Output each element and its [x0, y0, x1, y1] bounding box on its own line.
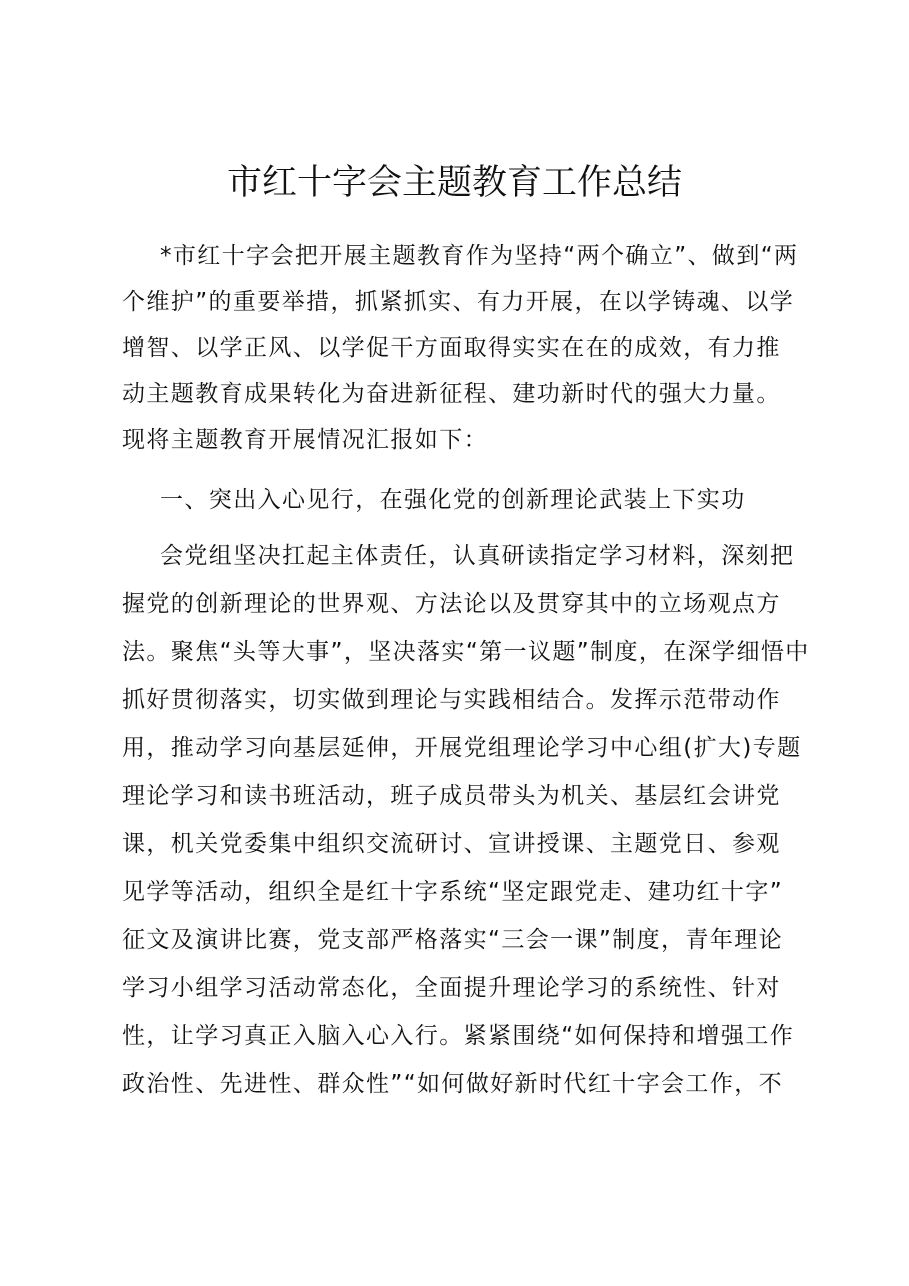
paragraph2-line: 性，让学习真正入脑入心入行。紧紧围绕“如何保持和增强工作	[122, 1023, 795, 1049]
paragraph2-line: 征文及演讲比赛，党支部严格落实“三会一课”制度，青年理论	[122, 927, 784, 953]
paragraph2-line: 学习小组学习活动常态化，全面提升理论学习的系统性、针对	[122, 975, 781, 1001]
paragraph1-line: 个维护”的重要举措，抓紧抓实、有力开展，在以学铸魂、以学	[122, 289, 795, 315]
paragraph2-line: 法。聚焦“头等大事”，坚决落实“第一议题”制度，在深学细悟中	[122, 639, 810, 665]
paragraph1-line: 动主题教育成果转化为奋进新征程、建功新时代的强大力量。	[122, 381, 781, 407]
paragraph1-line: 现将主题教育开展情况汇报如下：	[122, 427, 488, 453]
paragraph1-line: *市红十字会把开展主题教育作为坚持“两个确立”、做到“两	[160, 243, 799, 269]
paragraph2-line: 见学等活动，组织全是红十字系统“坚定跟党走、建功红十字”	[122, 879, 784, 905]
paragraph2-line: 用，推动学习向基层延伸，开展党组理论学习中心组(扩大)专题	[122, 735, 802, 761]
paragraph2-line: 会党组坚决扛起主体责任，认真研读指定学习材料，深刻把	[160, 543, 795, 569]
paragraph2-line: 理论学习和读书班活动，班子成员带头为机关、基层红会讲党	[122, 783, 781, 809]
paragraph2-line: 课，机关党委集中组织交流研讨、宣讲授课、主题党日、参观	[122, 831, 781, 857]
paragraph1-line: 增智、以学正风、以学促干方面取得实实在在的成效，有力推	[122, 335, 781, 361]
document-title: 市红十字会主题教育工作总结	[226, 163, 682, 203]
section-heading: 一、突出入心见行，在强化党的创新理论武装上下实功	[160, 487, 746, 513]
paragraph2-line: 抓好贯彻落实，切实做到理论与实践相结合。发挥示范带动作	[122, 687, 781, 713]
paragraph2-line: 政治性、先进性、群众性”“如何做好新时代红十字会工作，不	[122, 1071, 784, 1097]
paragraph2-line: 握党的创新理论的世界观、方法论以及贯穿其中的立场观点方	[122, 591, 781, 617]
